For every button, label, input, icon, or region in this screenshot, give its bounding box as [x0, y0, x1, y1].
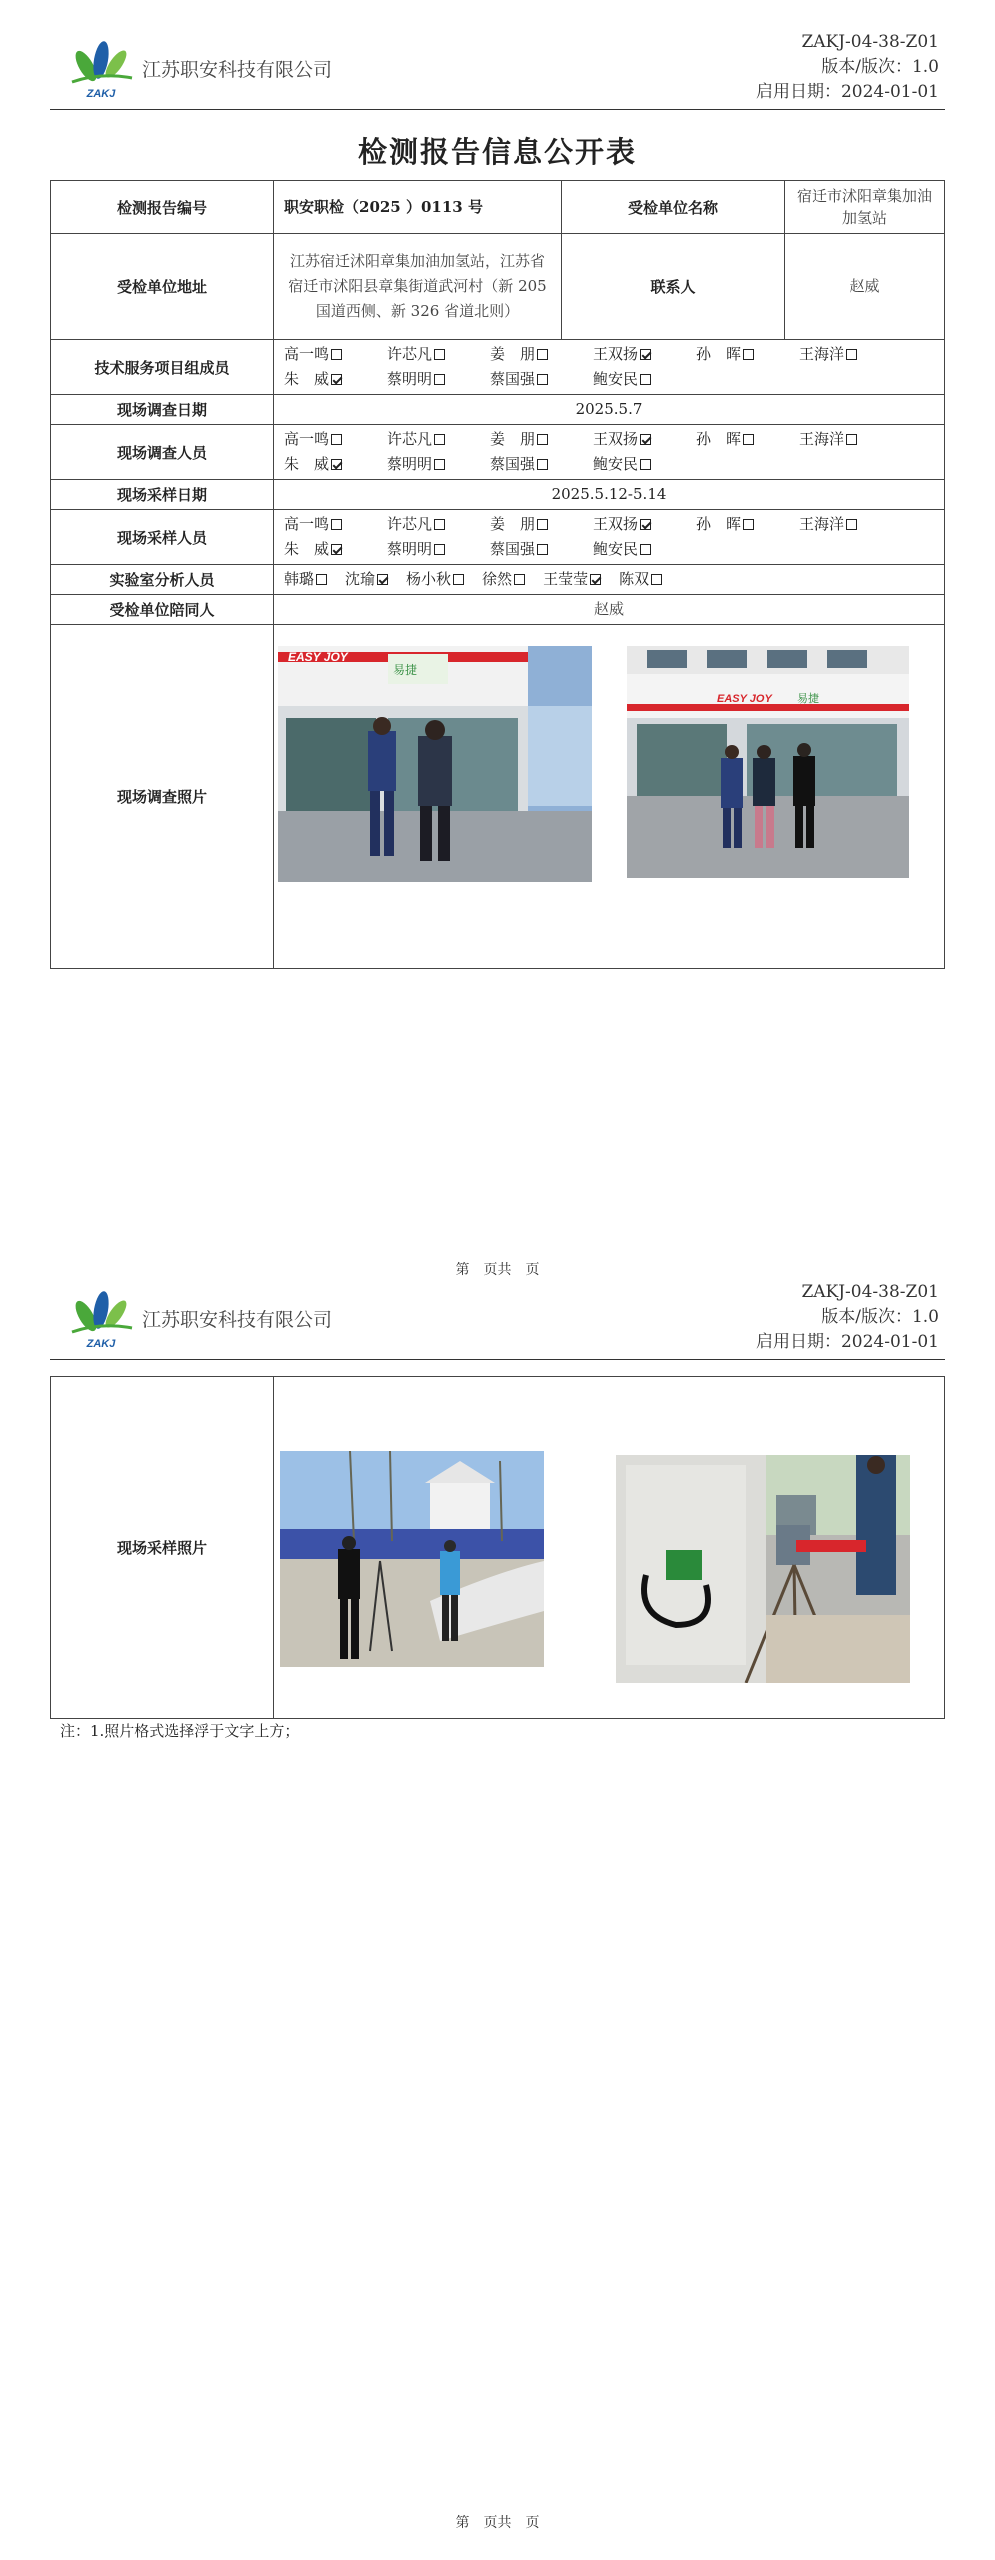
logo-text: ZAKJ: [86, 88, 116, 100]
checkbox-empty-icon: [434, 434, 445, 445]
member-entry: [387, 342, 490, 367]
doc-code: ZAKJ-04-38-Z01: [801, 32, 939, 52]
value-report-no: 职安职检（2025 ）0113 号: [274, 181, 562, 234]
member-name: 许芯凡: [387, 430, 433, 448]
company-logo-2: [66, 1288, 136, 1350]
member-entry: [387, 512, 490, 537]
checkbox-empty-icon: [651, 574, 662, 585]
doc-effective-date: 启用日期：2024-01-01: [755, 82, 939, 102]
member-entry: [387, 427, 490, 452]
value-escort: 赵威: [274, 595, 945, 625]
member-name: 蔡明明: [387, 370, 433, 388]
survey-photo-1: [278, 646, 592, 882]
note-text: 注：1.照片格式选择浮于文字上方；: [60, 1722, 300, 1740]
doc-version: 版本/版次：1.0: [821, 57, 939, 77]
member-name: 高一鸣: [284, 345, 330, 363]
member-entry: [490, 537, 593, 562]
member-entry: [387, 367, 490, 392]
member-line: [284, 512, 934, 537]
member-entry: [696, 512, 799, 537]
member-name: 朱 威: [284, 540, 330, 558]
member-line: [284, 367, 934, 392]
page-2: [0, 1280, 995, 2560]
sampling-photo-2: [616, 1455, 910, 1683]
member-entry: [593, 512, 696, 537]
member-entry: [799, 342, 902, 367]
checkbox-empty-icon: [514, 574, 525, 585]
label-sampling-photos: 现场采样照片: [51, 1377, 274, 1719]
member-entry: [284, 452, 387, 477]
member-name: 鲍安民: [593, 370, 639, 388]
member-name: 蔡国强: [490, 455, 536, 473]
member-entry: [619, 567, 662, 592]
lab-staff-members: [274, 565, 945, 595]
label-survey-staff: 现场调查人员: [51, 425, 274, 480]
label-sampling-date: 现场采样日期: [51, 480, 274, 510]
company-name: 江苏职安科技有限公司: [142, 59, 333, 81]
member-name: 王海洋: [799, 515, 845, 533]
member-entry: [284, 537, 387, 562]
member-entry: [543, 567, 601, 592]
member-name: 姜 朋: [490, 515, 536, 533]
doc-effective-date-2: 启用日期：2024-01-01: [755, 1332, 939, 1352]
member-name: 蔡明明: [387, 540, 433, 558]
member-name: 孙 晖: [696, 430, 742, 448]
label-unit-address: 受检单位地址: [51, 234, 274, 340]
member-entry: [490, 342, 593, 367]
member-name: 朱 威: [284, 370, 330, 388]
label-contact: 联系人: [562, 234, 785, 340]
member-name: 鲍安民: [593, 540, 639, 558]
survey-staff-members: [274, 425, 945, 480]
checkbox-empty-icon: [331, 349, 342, 360]
checkbox-empty-icon: [640, 544, 651, 555]
company-logo: [66, 38, 136, 100]
member-name: 许芯凡: [387, 345, 433, 363]
checkbox-empty-icon: [453, 574, 464, 585]
store-brand-text-2: 易捷: [797, 692, 819, 705]
member-entry: [284, 342, 387, 367]
checkbox-empty-icon: [537, 374, 548, 385]
store-brand-text: 易捷: [393, 663, 418, 677]
checkbox-empty-icon: [846, 434, 857, 445]
page-header: [50, 30, 945, 110]
checkbox-empty-icon: [537, 434, 548, 445]
member-entry: [284, 512, 387, 537]
checkbox-empty-icon: [846, 349, 857, 360]
logo-text-2: ZAKJ: [86, 1338, 116, 1350]
team-members: [274, 340, 945, 395]
document-info: [756, 30, 939, 105]
member-entry: [284, 567, 327, 592]
checkbox-empty-icon: [537, 544, 548, 555]
checkbox-empty-icon: [537, 519, 548, 530]
checkbox-empty-icon: [743, 434, 754, 445]
company-name-2: 江苏职安科技有限公司: [142, 1309, 333, 1331]
label-survey-photos: 现场调查照片: [51, 625, 274, 969]
member-entry: [593, 452, 696, 477]
value-contact: 赵威: [785, 234, 945, 340]
member-entry: [696, 427, 799, 452]
sampling-staff-members: [274, 510, 945, 565]
member-name: 王莹莹: [543, 570, 589, 588]
member-name: 蔡明明: [387, 455, 433, 473]
member-line: [284, 537, 934, 562]
member-name: 王双扬: [593, 345, 639, 363]
member-entry: [490, 427, 593, 452]
checkbox-empty-icon: [434, 544, 445, 555]
member-entry: [593, 342, 696, 367]
checkbox-empty-icon: [537, 459, 548, 470]
checkbox-empty-icon: [434, 374, 445, 385]
survey-photo-2: [627, 646, 909, 878]
checkbox-empty-icon: [537, 349, 548, 360]
member-name: 姜 朋: [490, 345, 536, 363]
member-name: 许芯凡: [387, 515, 433, 533]
member-entry: [490, 452, 593, 477]
doc-version-2: 版本/版次：1.0: [821, 1307, 939, 1327]
checkbox-empty-icon: [743, 519, 754, 530]
member-name: 王海洋: [799, 430, 845, 448]
label-unit-name: 受检单位名称: [562, 181, 785, 234]
checkbox-empty-icon: [434, 519, 445, 530]
checkbox-empty-icon: [640, 459, 651, 470]
member-entry: [593, 427, 696, 452]
member-entry: [406, 567, 464, 592]
sampling-photo-1: [280, 1451, 544, 1667]
label-team: 技术服务项目组成员: [51, 340, 274, 395]
checkbox-empty-icon: [331, 519, 342, 530]
label-escort: 受检单位陪同人: [51, 595, 274, 625]
checkbox-empty-icon: [743, 349, 754, 360]
value-survey-date: 2025.5.7: [274, 395, 945, 425]
member-name: 孙 晖: [696, 515, 742, 533]
member-name: 陈双: [619, 570, 650, 588]
member-name: 王海洋: [799, 345, 845, 363]
member-entry: [387, 452, 490, 477]
member-name: 鲍安民: [593, 455, 639, 473]
store-sign-text-2: EASY JOY: [717, 693, 772, 705]
value-unit-name: 宿迁市沭阳章集加油加氢站: [785, 181, 945, 234]
checkbox-checked-icon: [640, 434, 651, 445]
member-name: 朱 威: [284, 455, 330, 473]
member-name: 杨小秋: [406, 570, 452, 588]
member-entry: [490, 512, 593, 537]
member-name: 沈瑜: [345, 570, 376, 588]
checkbox-checked-icon: [640, 349, 651, 360]
value-sampling-date: 2025.5.12-5.14: [274, 480, 945, 510]
member-name: 姜 朋: [490, 430, 536, 448]
member-entry: [284, 427, 387, 452]
member-name: 韩璐: [284, 570, 315, 588]
member-name: 王双扬: [593, 430, 639, 448]
checkbox-checked-icon: [331, 374, 342, 385]
member-entry: [345, 567, 388, 592]
store-sign-text: EASY JOY: [288, 650, 348, 664]
checkbox-empty-icon: [434, 459, 445, 470]
member-entry: [696, 342, 799, 367]
doc-code-2: ZAKJ-04-38-Z01: [801, 1282, 939, 1302]
label-lab-staff: 实验室分析人员: [51, 565, 274, 595]
value-unit-address: 江苏宿迁沭阳章集加油加氢站，江苏省宿迁市沭阳县章集街道武河村（新 205 国道西侧、新 326 省道北则）: [274, 234, 562, 340]
member-entry: [482, 567, 525, 592]
checkbox-checked-icon: [331, 459, 342, 470]
checkbox-empty-icon: [846, 519, 857, 530]
page-footer: 第 页共 页: [455, 1262, 540, 1278]
member-entry: [799, 427, 902, 452]
member-entry: [490, 367, 593, 392]
page-title: 检测报告信息公开表: [357, 135, 637, 169]
member-line: [284, 567, 934, 592]
checkbox-empty-icon: [434, 349, 445, 360]
member-entry: [387, 537, 490, 562]
member-name: 徐然: [482, 570, 513, 588]
checkbox-checked-icon: [331, 544, 342, 555]
page-header-2: [50, 1280, 945, 1360]
member-line: [284, 427, 934, 452]
member-line: [284, 452, 934, 477]
label-survey-date: 现场调查日期: [51, 395, 274, 425]
member-name: 蔡国强: [490, 540, 536, 558]
member-line: [284, 342, 934, 367]
member-entry: [593, 367, 696, 392]
page-footer-2: 第 页共 页: [455, 2515, 540, 2531]
checkbox-empty-icon: [316, 574, 327, 585]
checkbox-empty-icon: [331, 434, 342, 445]
checkbox-checked-icon: [590, 574, 601, 585]
label-sampling-staff: 现场采样人员: [51, 510, 274, 565]
checkbox-checked-icon: [377, 574, 388, 585]
member-name: 王双扬: [593, 515, 639, 533]
member-name: 蔡国强: [490, 370, 536, 388]
member-entry: [284, 367, 387, 392]
member-name: 高一鸣: [284, 430, 330, 448]
checkbox-empty-icon: [640, 374, 651, 385]
checkbox-checked-icon: [640, 519, 651, 530]
member-entry: [593, 537, 696, 562]
member-entry: [799, 512, 902, 537]
document-info-2: [756, 1280, 939, 1355]
member-name: 高一鸣: [284, 515, 330, 533]
label-report-no: 检测报告编号: [51, 181, 274, 234]
member-name: 孙 晖: [696, 345, 742, 363]
